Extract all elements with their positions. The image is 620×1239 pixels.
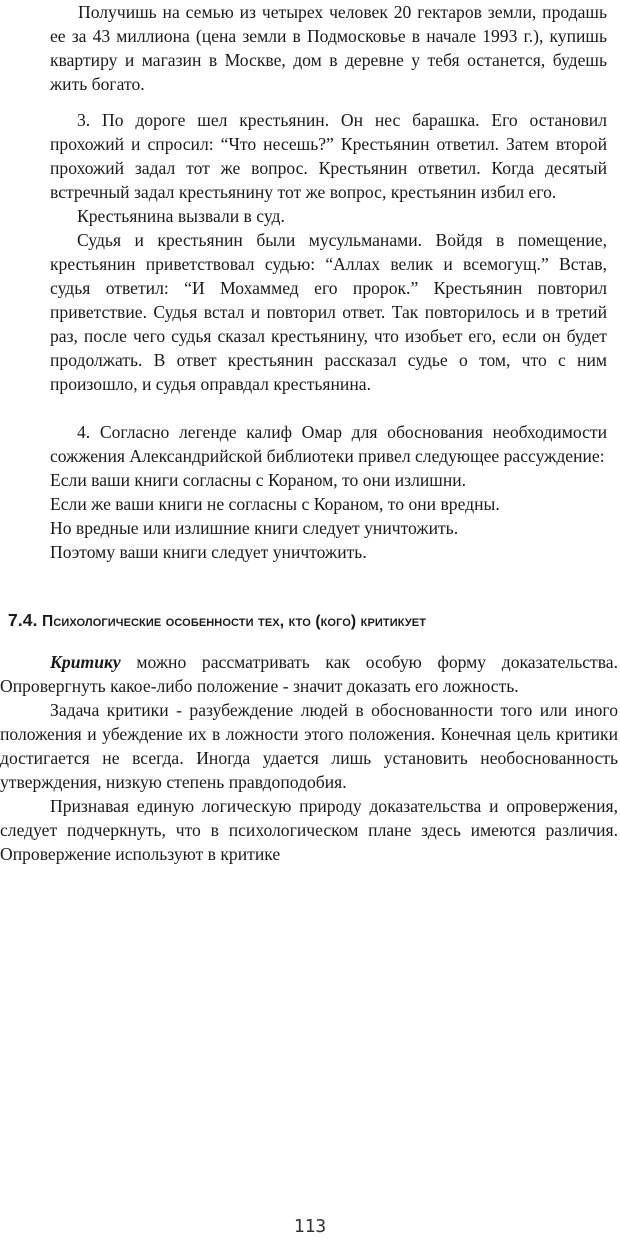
paragraph-intro-text: Получишь на семью из четырех человек 20 гектаров земли, продашь ее за 43 миллиона (цена земли в Подмосковье в начале 1993 г.), купишь квартиру и магазин в Москве, дом в деревне у тебя останется, будешь жить богато. [50,2,607,94]
paragraph-intro [50,0,607,96]
section-heading [8,608,616,634]
item-4 [50,420,607,564]
section-body [0,650,618,866]
syllogism-line-2: Если же ваши книги не согласны с Кораном, то они вредны. [50,494,500,514]
item-4-intro: 4. Согласно легенде калиф Омар для обоснования необходимости сожжения Александрийской библиотеки привел следующее рассуждение: [50,422,607,466]
syllogism-line-1: Если ваши книги согласны с Кораном, то они излишни. [50,470,467,490]
body-paragraph-1-text: можно рассматривать как особую форму доказательства. Опровергнуть какое-либо положение - значит доказать его ложность. [0,652,618,696]
page-number: 113 [293,1216,327,1237]
item-3-paragraph-c: Судья и крестьянин были мусульманами. Войдя в помещение, крестьянин приветствовал судью: “Аллах велик и всемогущ.” Встав, судья ответил: “И Мохаммед его пророк.” Крестьянин повторил приветствие. Судья встал и повторил ответ. Так повторилось и в третий раз, после чего судья сказал крестьянину, что изобьет его, если он будет продолжать. В ответ крестьянин рассказал судье о том, что с ним произошло, и судья оправдал крестьянина. [50,230,607,394]
item-3-paragraph-a: 3. По дороге шел крестьянин. Он нес барашка. Его остановил прохожий и спросил: “Что несешь?” Крестьянин ответил. Затем второй прохожий задал тот же вопрос. Крестьянин ответил. Когда десятый встречный задал крестьянину тот же вопрос, крестьянин избил его. [50,110,607,202]
body-paragraph-2: Задача критики - разубеждение людей в обоснованности того или иного положения и убеждение их в ложности этого положения. Конечная цель критики достигается не всегда. Иногда удается лишь установить необоснованность утверждения, низкую степень правдоподобия. [0,700,618,792]
section-title: Психологические особенности тех, кто (кого) критикует [42,613,427,630]
syllogism-line-3: Но вредные или излишние книги следует уничтожить. [50,518,459,538]
item-3 [50,108,607,396]
syllogism-line-4: Поэтому ваши книги следует уничтожить. [50,542,367,562]
section-number: 7.4. [8,610,38,630]
body-paragraph-3: Признавая единую логическую природу доказательства и опровержения, следует подчеркнуть, что в психологическом плане здесь имеются различия. Опровержение используют в критике [0,796,618,864]
item-3-paragraph-b: Крестьянина вызвали в суд. [77,206,285,226]
body-term: Критику [50,652,121,672]
body-paragraph-1 [0,650,618,698]
